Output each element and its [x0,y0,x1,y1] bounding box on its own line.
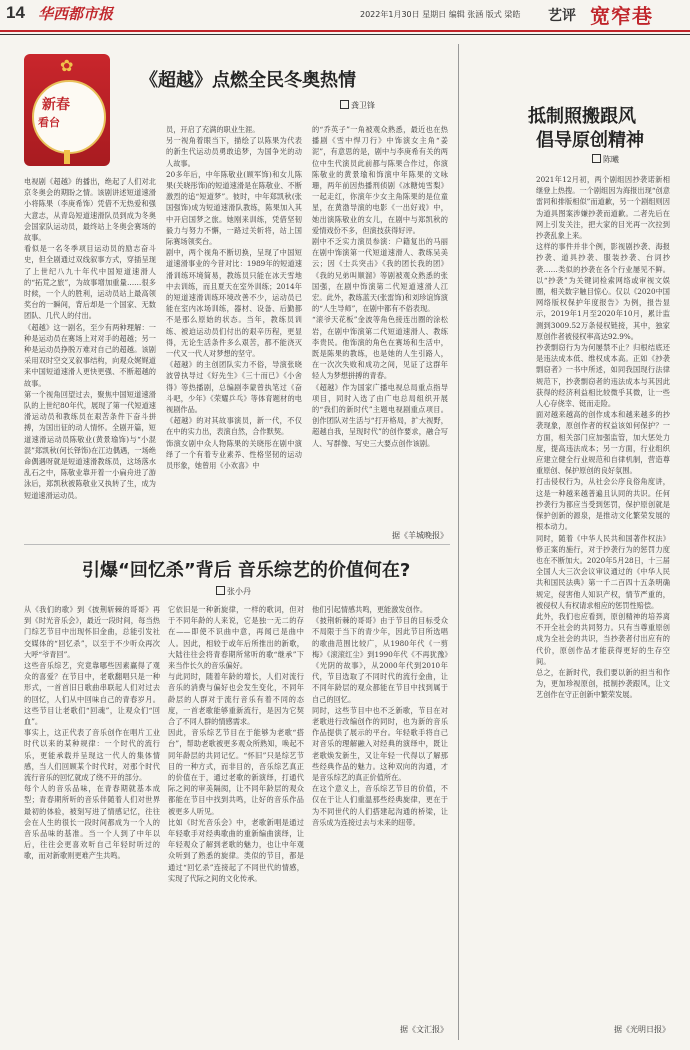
article2-title: 引爆“回忆杀”背后 音乐综艺的价值何在? [82,560,411,581]
header-rule [0,30,690,32]
article2-column-2: 它依旧是一种新旋律，一样的歌词，但对于不同年龄的人来说，它是独一无二的存在——即使不识曲中意，再闻已是曲中人。因此，相较于或年后所推出的新歌，大陆往往会将青春期所常听的歌“继承”下来当作长久的音乐偏好。 与此同时，随着年龄的增长，人们对流行音乐的消费与偏好也会发生变化，不同年龄层的人群对于流行音乐有着不同的态度，一首老歌能够重新流行，是因为它契合了不同人群的情感需求。 因此，音乐综艺节目在于能够为老歌“搭台”，帮助老歌被更多观众所熟知，唤起不同年龄层的共同记忆。“怀旧”只是综艺节目的一种方式，而非目的，音乐综艺真正的价值在于，通过老歌的新演绎，打通代际之间的审美隔阂，让不同年龄层的观众都能在节目中找到共鸣，让好的音乐作品被更多人听见。 比如《时光音乐会》中，老歌新唱是通过年轻歌手对经典歌曲的重新编曲演绎，让年轻观众了解到老歌的魅力，也让中年观众听到了熟悉的旋律。类似的节目，都是通过“回忆杀”连接起了不同世代的情感，实现了代际之间的文化传承。 [168,605,304,883]
article3-byline [592,154,619,165]
byline-box-icon [592,154,601,163]
badge-line1: 新春 [42,97,70,113]
article1-byline [340,100,375,111]
divider-horizontal [24,544,450,545]
article2-source: 据《文汇报》 [400,1025,448,1034]
new-year-badge [24,54,110,166]
article1-source: 据《羊城晚报》 [392,531,448,540]
divider-vertical [458,44,459,1040]
column-name: 宽窄巷 [590,4,653,28]
header-rule-thin [0,34,690,35]
article1-column-1: 电视剧《超越》的播出，绝起了人们对北京冬奥会的期盼之情。该剧讲述短道速滑小将陈果（李庚希饰）凭借不无热爱和强大意志，从青岛短道速滑队员到成为冬奥会国家队运动员，最终站上冬奥会赛场的故事。 看似是一名冬季项目运动员的励志奋斗史，但全剧通过双线叙事方式，穿插呈现了上世纪八九十年代中国短道速滑人的“拓荒之旅”，为故事增加重量……很多时候，一个人的胜利，运动员站上最高领奖台的一瞬间，背后却是一个国家、无数团队、几代人的付出。 《超越》这一剧名，至少有两种理解：一种是运动员在赛场上对对手的超越；另一种是运动员挣脱万难对自己的超越。该剧采用双时空交叉叙事结构，向观众娓娓道来中国短道速滑人更快更强、不断超越的故事。 第一个视角回望过去，聚焦中国短道速滑队的上世纪80年代，展现了第一代短道速滑运动员和教练员在艰苦条件下奋斗拼搏，为国出征的动人情怀。全剧开篇，短道速滑运动员陈敬业(黄景瑜饰)与“小混混”郑凯秋(何长铎饰)在江边偶遇，一场绝命偶遇呀就是短道速滑教练员，这场落水乱石之中，陈敬业靠开着一小扁舟进了游泳后，郑凯秋被陈敬业又执转了生，成为短道速滑运动员。 [24,177,156,500]
article3-title-line1: 抵制照搬跟风 [528,106,636,127]
article3-column: 2021年12月初，两个剧组因抄袭诺新相继登上热搜。一个剧组因为海报出现“创意雷同和排版相似”而道歉，另一个剧组则因为道具图案涉嫌抄袭而道歉。二者先后在网上引发关注，把大家的目光再一次拉到抄袭乱象上来。 这样的事件并非个例，影视剧抄袭、海报抄袭、道具抄袭、服装抄袭、台词抄袭……类似的抄袭在各个行业屡见不鲜。以“抄袭”为关键词检索网络或审视文娱圈，相关数字触目惊心。仅以《2020中国网络版权保护年度报告》为例，报告显示，2019年1月至2020年10月，累计监测到3009.52万条侵权链接，其中，独家原创作者被侵权率高达92.9%。 抄袭剽窃行为为何屡禁不止？归根结底还是违法成本低、维权成本高。正如《抄袭剽窃者》一书中所述，如同我国现行法律规范下，抄袭剽窃者的违法成本与其因此获得的经济利益相比较微乎其微，让一些人心存侥幸、铤而走险。 面对越来越高的创作成本和越来越多的抄袭现象，原创作者的权益该如何保护？一方面，相关部门应加强监管，加大惩处力度，提高违法成本；另一方面，行业组织应建立健全行业规范和自律机制，营造尊重原创、保护原创的良好氛围。 打击侵权行为，从社会公序良俗角度讲，这是一种越来越普遍且认同的共识。任何抄袭行为都应当受到惩罚，保护原创就是保护创新的源泉，是推动文化繁荣发展的根本动力。 同时，随着《中华人民共和国著作权法》修正案的施行，对于抄袭行为的惩罚力度也在不断加大。2020年5月28日，十三届全国人大三次会议审议通过的《中华人民共和国民法典》第一千二百四十五条明确规定，侵害他人知识产权，情节严重的，被侵权人有权请求相应的惩罚性赔偿。 此外，我们也应看到，原创精神的培养离不开全社会的共同努力。只有当尊重原创成为全社会的共识，当抄袭者付出应有的代价，原创作品才能获得更好的生存空间。 总之，在新时代，我们要以新的担当和作为，更加珍视原创，抵制抄袭跟风，让文艺创作在守正创新中繁荣发展。 [536,175,670,700]
article3-source: 据《光明日报》 [614,1025,670,1034]
page-number: 14 [6,3,25,22]
article3-title-line2: 倡导原创精神 [536,130,644,151]
article2-author: 张小丹 [227,587,251,596]
article1-title: 《超越》点燃全民冬奥热情 [140,70,356,91]
article2-column-3: 他们引起情感共鸣，更能激发创作。 《披荆斩棘的哥哥》由于节目的目标受众不局限于当下的青少年，因此节目所选唱的歌曲范围比较广，从1980年代《一剪梅》《滚滚红尘》到1990年代《不再犹豫》《光阴的故事》，从2000年代到2010年代，节目选取了不同时代的流行金曲，让不同年龄层的观众都能在节目中找到属于自己的回忆。 同时，这些节目中也不乏新歌，节目在对老歌进行改编创作的同时，也为新的音乐作品提供了展示的平台。年轻歌手将自己对音乐的理解融入对经典的演绎中，既让老歌焕发新生，又让年轻一代得以了解那些经典作品的魅力。这种双向的沟通，才是音乐综艺的真正价值所在。 在这个意义上，音乐综艺节目的价值，不仅在于让人们重温那些经典旋律，更在于为不同世代的人们搭建起沟通的桥梁，让音乐成为连接过去与未来的纽带。 [312,605,448,827]
article1-column-3: 的“乔英子”一角被观众熟悉，最近也在热播剧《雪中悍刀行》中饰演女主角“姜泥”，有意思的是，剧中与李庚希有关的两位中生代演员此前都与陈果合作过，你演陈敬业的黄景瑜和饰演中年陈果的文咏珊，两年前因热播刑侦剧《冰糖炖雪梨》一起走红，你演年少女主角陈果的是位童星，在黄渤导演的电影《一出好戏》中，她出演陈敬业的女儿，在剧中与郑凯秋的爱情戏份不多，但演技获得好评。 剧中不乏实力演员参演：户籍复出的马丽在剧中饰演第一代短道速滑人、教练吴美云；因《士兵突击》《我的团长我的团》《我的兄弟叫顺溜》等剧被观众熟悉的张国强，在剧中饰演第二代短道速滑人江宏。此外，教练蓝天(张雷饰)和刘珍谊饰演的“人生导师”，在剧中都有不俗表现。 “滚爷天花板”金波等角色接连出圈的涂松岩，在剧中饰演第二代短道速滑人、教练李贵民。他饰演的角色在赛场和生活中，既是陈果的教练，也是她的人生引路人，在一次次失败和成功之间，见证了这群年轻人为梦想拼搏的青春。 《超越》作为国家广播电视总局重点指导项目，同时入选了由广电总局组织开展的“我们的新时代”主题电视剧重点项目。创作团队对生活与“打开格局，扩大视野，超越自我，呈现时代”的创作要求，融合写人、写群像、写史三大要点创作该剧。 [312,125,448,448]
tassel-icon [64,150,70,164]
badge-line2: 看台 [38,116,60,129]
byline-box-icon [216,586,225,595]
article1-column-2: 员，开启了充满的职业生涯。 另一视角着眼当下，描绘了以陈果为代表的新生代运动员勇敢追梦，为国争光的动人故事。 20多年后，中年陈敬业(顾军饰)和女儿陈果(关晓彤饰)的短道速滑是在陈敬业、不断激烈的追“短道梦”。彼时，中年郑凯秋(张国强饰)成为短道速滑队教练，陈果加入其中开启国梦之旅。她刚来训练，凭借坚韧毅力与努力不懈，一路过关斩将，站上国际赛场领奖台。 剧中，两个视角不断切换，呈现了中国短道速滑事业的今昔对比：1989年的短道速滑训练环境简易，教练员只能在冰天雪地中去训练，而且夏天在室外训练；2014年的短道速滑训练环境改善不少，运动员已能在室内冰场训练，器材、设备、后勤都不是那么原始的状态。当年，教练员训练、被迫运动员们付出的艰辛历程，更显得，无论生活条件多么艰苦，都不能浇灭一代又一代人对梦想的坚守。 《超越》的主创团队实力不俗，导演张晓波曾执导过《好先生》《三十而已》《小舍得》等热播剧，总编剧李蒙曾执笔过《奋斗吧，少年》《荣耀乒乓》等体育题材的电视剧作品。 《超越》的对其故事演员，新一代，不仅在中的实力出，表演自然，合作默契。 饰演女剧中众人物陈果的关晓彤在剧中演绎了一个有着专业素养、性格坚韧的运动员形象，她曾用《小欢喜》中 [166,125,302,471]
chinese-knot-icon: ✿ [60,56,74,75]
article1-author: 龚卫锋 [351,101,375,110]
newspaper-name: 华西都市报 [38,7,114,23]
byline-box-icon [340,100,349,109]
article2-column-1: 从《我们的歌》到《披荆斩棘的哥哥》再到《时光音乐会》，最近一段时间，每当热门综艺节目中出现怀旧金曲，总能引发社交媒体的“回忆杀”，以至于不少听众再次大呼“爷青回”。 这些音乐综艺，究竟靠哪些因素赢得了观众的喜爱？在节目中，老歌翻唱只是一种形式，一首首旧日歌曲串联起人们对过去的回忆，人们从中回味自己的青春岁月。这些节目让老歌们“回魂”，让观众们“回血”。 事实上，这正代表了音乐创作在唱片工业时代以来的某种规律：一个时代的流行乐，更能承载并呈现这一代人的集体情感，当人们回顾某个时代时，对那个时代流行音乐的回忆就成了绕不开的部分。 每个人的音乐品味，在青春期就基本成型；青春期所听的音乐伴随着人们对世界最初的体验，被刻写进了情感记忆，往往会在人生的很长一段时间都成为一个人的音乐品味的基准。当一个人到了中年以后，往往会更喜欢听自己年轻时听过的歌，而对新歌则更难产生共鸣。 [24,605,160,861]
article2-byline [216,586,251,597]
issue-info: 2022年1月30日 星期日 编辑 张涵 版式 梁皓 [360,10,521,19]
article3-author: 陈曦 [603,155,619,164]
section-name: 艺评 [548,8,576,24]
